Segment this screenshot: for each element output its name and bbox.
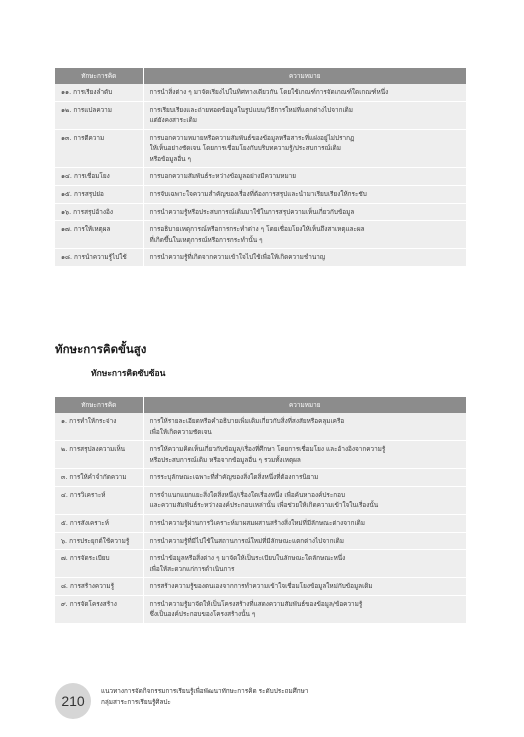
page-number: 210 [61,693,85,709]
skill-name-cell: ๒. การสรุปลงความเห็น [55,441,143,469]
skill-name-cell: ๙. การจัดโครงสร้าง [55,595,143,623]
meaning-text-line: การบอกความหมายหรือความสัมพันธ์ของข้อมูลหรือสาระที่แฝงอยู่ไม่ปรากฏ [149,133,355,142]
column-header-skill: ทักษะการคิด [55,68,143,84]
meaning-text-line: เพื่อให้สะดวกแก่การดำเนินการ [149,564,235,573]
skill-name-cell: ๔. การวิเคราะห์ [55,486,143,514]
table-row [55,168,466,186]
skill-meaning-cell [143,413,466,441]
column-header-skill: ทักษะการคิด [55,397,143,413]
table-row [55,413,466,441]
meaning-text-line: แต่ยังคงสาระเดิม [149,116,197,125]
skill-meaning-cell [143,532,466,550]
section-subtitle: ทักษะการคิดซับซ้อน [91,369,166,379]
page-number-badge [55,683,91,719]
skill-meaning-cell [143,101,466,129]
skill-meaning-cell [143,168,466,186]
skill-meaning-cell [143,469,466,487]
skill-name-cell: ๑. การทำให้กระจ่าง [55,413,143,441]
skill-meaning-cell [143,203,466,221]
skill-name-cell: ๑๘. การนำความรู้ไปใช้ [55,249,143,267]
meaning-text-line: การบอกความสัมพันธ์ระหว่างข้อมูลอย่างมีความหมาย [149,172,297,181]
meaning-text-line: ซึ่งเป็นองค์ประกอบของโครงสร้างนั้น ๆ [149,610,256,619]
footer-subject: กลุ่มสาระการเรียนรู้ศิลปะ [101,698,171,707]
skill-name-cell: ๑๕. การสรุปย่อ [55,185,143,203]
skill-name-cell: ๑๑. การเรียงลำดับ [55,84,143,101]
meaning-text-line: ที่เกิดขึ้นในเหตุการณ์หรือการกระทำนั้น ๆ [149,235,263,244]
skill-name-cell: ๘. การสร้างความรู้ [55,578,143,596]
skill-meaning-cell [143,221,466,249]
skill-name-cell: ๓. การให้คำจำกัดความ [55,469,143,487]
skill-name-cell: ๖. การประยุกต์ใช้ความรู้ [55,532,143,550]
table-row [55,129,466,168]
skill-meaning-cell [143,185,466,203]
meaning-text-line: การนำความรู้ที่เกิดจากความเข้าใจไปใช้เพื่อให้เกิดความชำนาญ [149,253,326,262]
skill-name-cell: ๑๓. การตีความ [55,129,143,168]
skill-meaning-cell [143,514,466,532]
table-row [55,514,466,532]
skill-name-cell: ๗. การจัดระเบียบ [55,550,143,578]
meaning-text-line: การนำความรู้หรือประสบการณ์เดิมมาใช้ในการสรุปความเห็นเกี่ยวกับข้อมูล [149,207,355,216]
meaning-text-line: และความสัมพันธ์ระหว่างองค์ประกอบเหล่านั้น เพื่อช่วยให้เกิดความเข้าใจในเรื่องนั้น [149,501,379,510]
skill-name-cell: ๑๗. การให้เหตุผล [55,221,143,249]
skill-meaning-cell [143,441,466,469]
table-row [55,84,466,101]
skill-meaning-cell [143,249,466,267]
table-row [55,595,466,623]
table-row [55,550,466,578]
table-header-row [55,397,466,413]
section-title: ทักษะการคิดขั้นสูง [55,342,147,356]
skill-name-cell: ๑๔. การเชื่อมโยง [55,168,143,186]
meaning-text-line: การระบุลักษณะเฉพาะที่สำคัญของสิ่งใดสิ่งหนึ่งที่ต้องการนิยาม [149,473,319,482]
table-row [55,249,466,267]
meaning-text-line: การเรียบเรียงและถ่ายทอดข้อมูลในรูปแบบ/วิธีการใหม่ที่แตกต่างไปจากเดิม [149,105,354,114]
meaning-text-line: การนำความรู้มาจัดให้เป็นโครงสร้างที่แสดงความสัมพันธ์ของข้อมูล/ข้อความรู้ [149,599,363,608]
thinking-skills-table-2 [55,397,466,624]
meaning-text-line: การนำความรู้ที่มีไปใช้ในสถานการณ์ใหม่ที่มีลักษณะแตกต่างไปจากเดิม [149,536,344,545]
meaning-text-line: การจับเฉพาะใจความสำคัญของเรื่องที่ต้องการสรุปและนำมาเรียบเรียงให้กระชับ [149,189,367,198]
table-row [55,469,466,487]
meaning-text-line: หรือข้อมูลอื่น ๆ [149,154,191,163]
meaning-text-line: การให้รายละเอียดหรือคำอธิบายเพิ่มเติมเกี่ยวกับสิ่งที่สงสัยหรือคลุมเครือ [149,417,345,425]
meaning-text-line: การจำแนกแยกแยะสิ่งใดสิ่งหนึ่ง/เรื่องใดเรื่องหนึ่ง เพื่อค้นหาองค์ประกอบ [149,490,346,499]
meaning-text-line: ให้เห็นอย่างชัดเจน โดยการเชื่อมโยงกับบริบทความรู้/ประสบการณ์เดิม [149,144,341,153]
meaning-text-line: หรือประสบการณ์เดิม หรือจากข้อมูลอื่น ๆ รวมทั้งเหตุผล [149,455,301,464]
meaning-text-line: การอธิบายเหตุการณ์หรือการกระทำต่าง ๆ โดยเชื่อมโยงให้เห็นถึงสาเหตุและผล [149,225,365,234]
skill-meaning-cell [143,578,466,596]
skill-meaning-cell [143,595,466,623]
skill-name-cell: ๑๖. การสรุปอ้างอิง [55,203,143,221]
table-row [55,486,466,514]
thinking-skills-table-1 [55,68,466,267]
meaning-text-line: การนำความรู้ผ่านการวิเคราะห์มาผสมผสานสร้างสิ่งใหม่ที่มีลักษณะต่างจากเดิม [149,518,366,527]
footer-book-title: แนวทางการจัดกิจกรรมการเรียนรู้เพื่อพัฒนาทักษะการคิด ระดับประถมศึกษา [101,687,309,695]
meaning-text-line: การนำสิ่งต่าง ๆ มาจัดเรียงไปในทิศทางเดียวกัน โดยใช้เกณฑ์การจัดเกณฑ์ใดเกณฑ์หนึ่ง [149,88,389,96]
table-row [55,203,466,221]
skill-name-cell: ๕. การสังเคราะห์ [55,514,143,532]
skill-meaning-cell [143,550,466,578]
meaning-text-line: การสร้างความรู้ของตนเองจากการทำความเข้าใจเชื่อมโยงข้อมูลใหม่กับข้อมูลเดิม [149,582,373,591]
meaning-text-line: การนำข้อมูลหรือสิ่งต่าง ๆ มาจัดให้เป็นระเบียบในลักษณะใดลักษณะหนึ่ง [149,554,346,563]
table-row [55,578,466,596]
meaning-text-line: การให้ความคิดเห็นเกี่ยวกับข้อมูล/เรื่องที่ศึกษา โดยการเชื่อมโยง และอ้างอิงจากความรู้ [149,445,386,454]
skill-name-cell: ๑๒. การแปลความ [55,101,143,129]
table-body [55,84,466,266]
table-row [55,221,466,249]
table-body [55,413,466,623]
skill-meaning-cell [143,84,466,101]
column-header-meaning: ความหมาย [143,68,466,84]
table-row [55,185,466,203]
table-row [55,441,466,469]
skill-meaning-cell [143,486,466,514]
table-row [55,101,466,129]
skill-meaning-cell [143,129,466,168]
table-header-row [55,68,466,84]
table-row [55,532,466,550]
meaning-text-line: เพื่อให้เกิดความชัดเจน [149,427,212,436]
column-header-meaning: ความหมาย [143,397,466,413]
page-footer [101,686,308,708]
